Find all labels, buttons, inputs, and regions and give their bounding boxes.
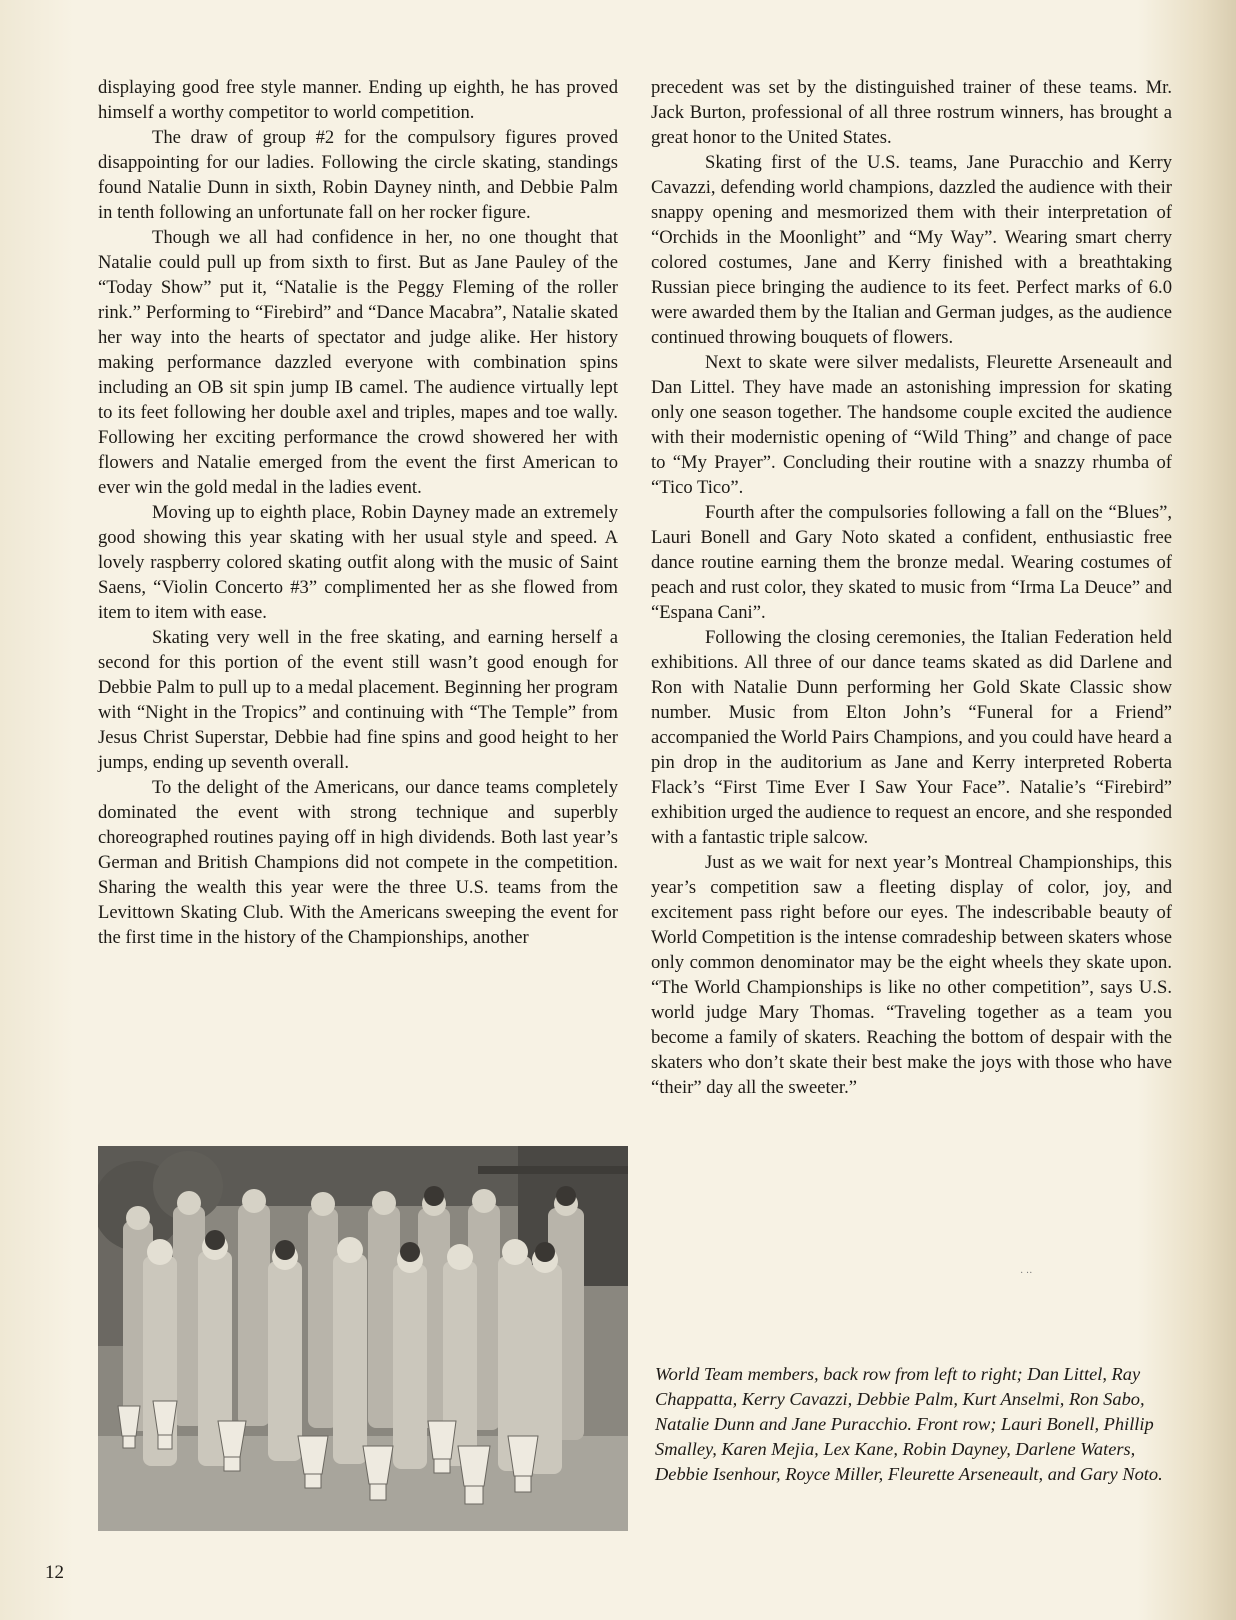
paragraph: To the delight of the Americans, our dance teams completely dominated the event with strong technique and superbly choreographed routines paying off in high dividends. Both last year’s German and British Champions did not compete in the competition. Sharing the wealth this year were the three U.S. teams from the Levittown Skating Club. With the Americans sweeping the event for the first time in the history of the Championships, another	[98, 777, 618, 948]
paragraph: Moving up to eighth place, Robin Dayney made an extremely good showing this year skating with her usual style and speed. A lovely raspberry colored skating outfit along with the music of Saint Saens, “Violin Concerto #3” complimented her as she flowed from item to item with ease.	[98, 502, 618, 623]
team-photo	[98, 1146, 628, 1531]
paragraph: The draw of group #2 for the compulsory figures proved disappointing for our ladies. Following the circle skating, standings found Natalie Dunn in sixth, Robin Dayney ninth, and Debbie Palm in tenth following an unfortunate fall on her rocker figure.	[98, 127, 618, 223]
article-right-column	[651, 75, 1172, 1100]
paragraph: Just as we wait for next year’s Montreal Championships, this year’s competition saw a fleeting display of color, joy, and excitement pass right before our eyes. The indescribable beauty of World Competition is the intense comradeship between skaters whose only common denominator may be the eight wheels they skate upon. “The World Championships is like no other competition”, says U.S. world judge Mary Thomas. “Traveling together as a team you become a family of skaters. Reaching the bottom of despair with the skaters who don’t skate their best make the joys with those who have “their” day all the sweeter.”	[651, 852, 1172, 1098]
photo-caption: World Team members, back row from left to right; Dan Littel, Ray Chappatta, Kerry Cavazzi, Debbie Palm, Kurt Anselmi, Ron Sabo, Natalie Dunn and Jane Puracchio. Front row; Lauri Bonell, Phillip Smalley, Karen Mejia, Lex Kane, Robin Dayney, Darlene Waters, Debbie Isenhour, Royce Miller, Fleurette Arseneault, and Gary Noto.	[655, 1364, 1163, 1484]
paragraph: Skating first of the U.S. teams, Jane Puracchio and Kerry Cavazzi, defending world champions, dazzled the audience with their snappy opening and mesmorized them with their interpretation of “Orchids in the Moonlight” and “My Way”. Wearing smart cherry colored costumes, Jane and Kerry finished with a breathtaking Russian piece bringing the audience to its feet. Perfect marks of 6.0 were awarded them by the Italian and German judges, as the audience continued throwing bouquets of flowers.	[651, 152, 1172, 348]
paragraph: Fourth after the compulsories following a fall on the “Blues”, Lauri Bonell and Gary Noto skated a confident, enthusiastic free dance routine earning them the bronze medal. Wearing costumes of peach and rust color, they skated to music from “Irma La Deuce” and “Espana Cani”.	[651, 502, 1172, 623]
paragraph: Though we all had confidence in her, no one thought that Natalie could pull up from sixth to first. But as Jane Pauley of the “Today Show” put it, “Natalie is the Peggy Fleming of the roller rink.” Performing to “Firebird” and “Dance Macabra”, Natalie skated her way into the hearts of spectator and judge alike. Her history making performance dazzled everyone with combination spins including an OB sit spin jump IB camel. The audience virtually lept to its feet following her double axel and triples, mapes and toe wally. Following her exciting performance the crowd showered her with flowers and Natalie emerged from the event the first American to ever win the gold medal in the ladies event.	[98, 227, 618, 498]
paragraph: Following the closing ceremonies, the Italian Federation held exhibitions. All three of our dance teams skated as did Darlene and Ron with Natalie Dunn performing her Gold Skate Classic show number. Music from Elton John’s “Funeral for a Friend” accompanied the World Pairs Champions, and you could have heard a pin drop in the auditorium as Jane and Kerry interpreted Roberta Flack’s “First Time Ever I Saw Your Face”. Natalie’s “Firebird” exhibition urged the audience to request an encore, and she responded with a fantastic triple salcow.	[651, 627, 1172, 848]
paragraph: Skating very well in the free skating, and earning herself a second for this portion of the event still wasn’t good enough for Debbie Palm to pull up to a medal placement. Beginning her program with “Night in the Tropics” and continuing with “The Temple” from Jesus Christ Superstar, Debbie had fine spins and good height to her jumps, ending up seventh overall.	[98, 627, 618, 773]
page-number: 12	[45, 1562, 64, 1583]
paragraph: Next to skate were silver medalists, Fleurette Arseneault and Dan Littel. They have made an astonishing impression for skating only one season together. The handsome couple excited the audience with their modernistic opening of “Wild Thing” and change of pace to “My Prayer”. Concluding their routine with a snazzy rhumba of “Tico Tico”.	[651, 352, 1172, 498]
article-left-column	[98, 75, 618, 950]
paragraph: displaying good free style manner. Ending up eighth, he has proved himself a worthy competitor to world competition.	[98, 77, 618, 123]
paragraph: precedent was set by the distinguished trainer of these teams. Mr. Jack Burton, professional of all three rostrum winners, has brought a great honor to the United States.	[651, 77, 1172, 148]
print-specks: · ··	[1020, 1268, 1033, 1279]
